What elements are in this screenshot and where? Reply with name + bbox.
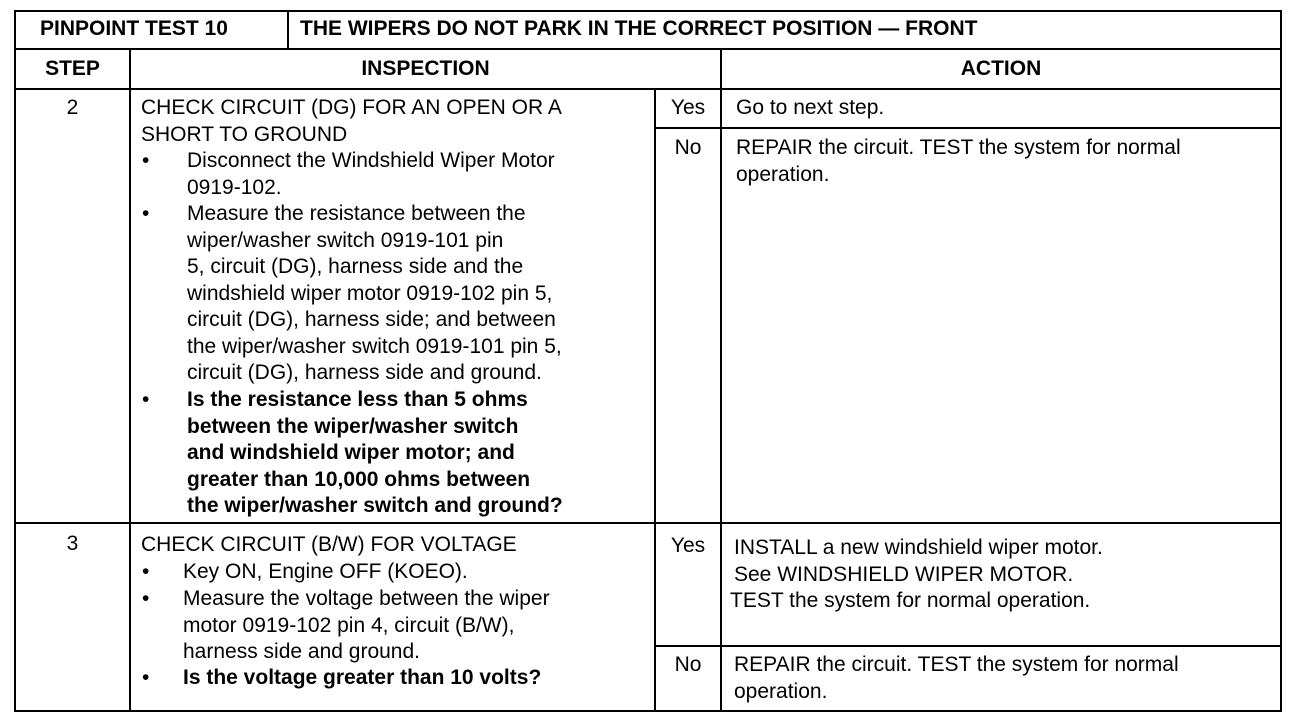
bullet-line: harness side and ground. [183,640,420,663]
action-line: operation. [734,679,828,703]
question-line: between the wiper/washer switch [187,414,519,438]
step-number: 2 [66,96,79,119]
bullet-line: circuit (DG), harness side; and between [187,308,556,331]
question-line: and windshield wiper motor; and [187,441,515,464]
answer-yes: Yes [670,96,706,119]
bullet-line: 0919-102. [187,175,282,199]
bullet-line: motor 0919-102 pin 4, circuit (B/W), [183,613,515,637]
step3-yes-divider [654,645,1282,647]
bullet-icon: • [142,388,150,411]
bullet-line: wiper/washer switch 0919-101 pin [187,228,504,252]
step2-yes-divider [654,127,1282,129]
answer-no: No [674,136,702,159]
test-title: THE WIPERS DO NOT PARK IN THE CORRECT POSITION — FRONT [300,17,978,40]
bullet-icon: • [142,560,150,583]
bullet-line: Disconnect the Windshield Wiper Motor [187,149,555,172]
question-line: Is the resistance less than 5 ohms [187,388,528,411]
question-line: greater than 10,000 ohms between [187,467,531,491]
step-row-divider [14,522,1282,524]
answer-yes: Yes [670,534,706,557]
bullet-line: Measure the voltage between the wiper [183,587,550,610]
question-line: the wiper/washer switch and ground? [187,494,563,517]
bullet-line: Measure the resistance between the [187,202,526,225]
title-divider [287,10,289,49]
action-line: See WINDSHIELD WIPER MOTOR. [734,562,1074,586]
answer-no: No [674,653,702,676]
step-column-divider [129,48,131,711]
column-header-inspection: INSPECTION [361,57,490,80]
action-line: operation. [736,162,830,186]
action-line: REPAIR the circuit. TEST the system for normal [736,136,1181,159]
action-line: TEST the system for normal operation. [730,589,1091,612]
title-row-divider [14,48,1282,50]
action-line: Go to next step. [736,96,885,119]
column-header-step: STEP [45,57,100,80]
answer-column-divider [654,88,656,711]
step-number: 3 [66,532,79,555]
question-line: Is the voltage greater than 10 volts? [183,666,542,689]
column-header-action: ACTION [960,57,1042,80]
table-border-top [14,10,1282,12]
bullet-line: Key ON, Engine OFF (KOEO). [183,560,468,583]
bullet-line: windshield wiper motor 0919-102 pin 5, [187,281,553,305]
inspection-heading-line: CHECK CIRCUIT (DG) FOR AN OPEN OR A [141,96,562,119]
test-label: PINPOINT TEST 10 [40,17,228,40]
action-column-divider [720,48,722,711]
bullet-line: 5, circuit (DG), harness side and the [187,255,524,278]
action-line: REPAIR the circuit. TEST the system for normal [734,653,1179,676]
bullet-icon: • [142,666,150,689]
bullet-icon: • [142,587,150,610]
bullet-icon: • [142,202,150,225]
header-row-divider [14,88,1282,90]
inspection-heading-line: CHECK CIRCUIT (B/W) FOR VOLTAGE [141,533,517,556]
bullet-line: circuit (DG), harness side and ground. [187,361,542,384]
inspection-heading-line: SHORT TO GROUND [141,122,348,146]
bullet-line: the wiper/washer switch 0919-101 pin 5, [187,334,562,358]
action-line: INSTALL a new windshield wiper motor. [734,536,1103,559]
bullet-icon: • [142,149,150,172]
table-border-right [1280,10,1282,712]
table-border-bottom [14,710,1282,712]
